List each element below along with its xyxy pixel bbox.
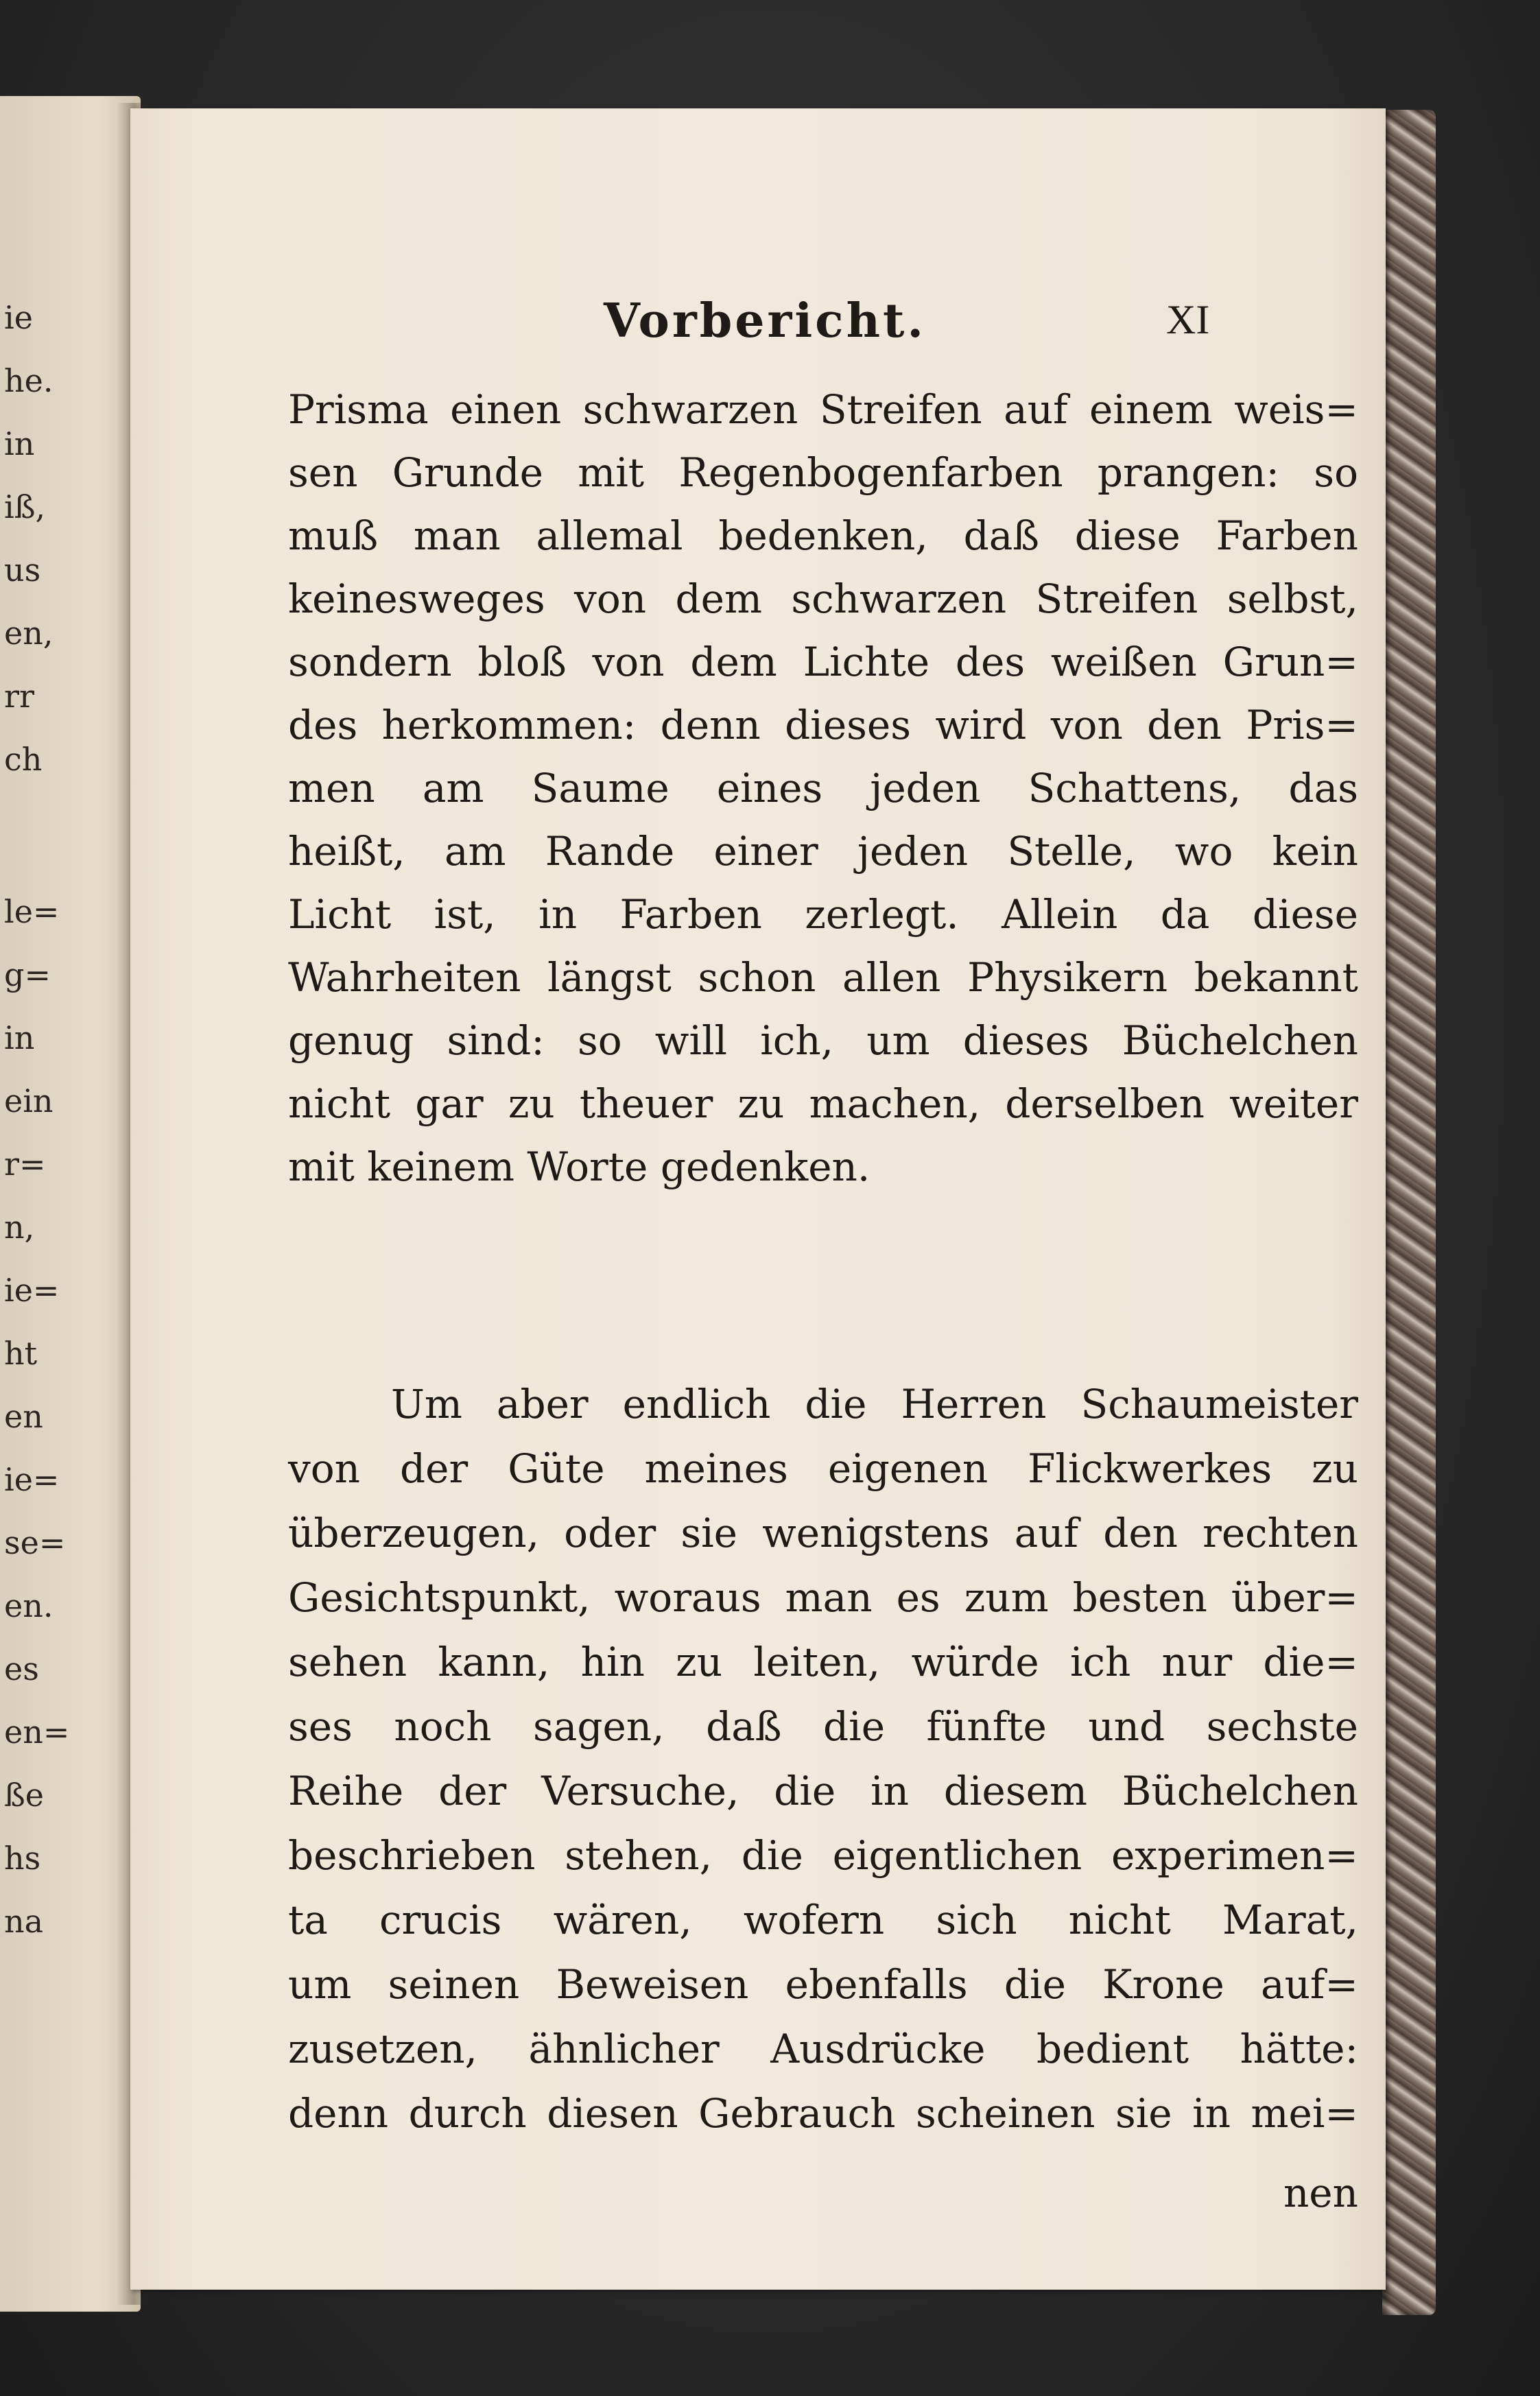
- left-page-fragment: en: [4, 1398, 43, 1435]
- left-page-fragment: us: [4, 551, 41, 589]
- left-page-fragment: es: [4, 1650, 39, 1687]
- text-line: ta crucis wären, wofern sich nicht Marat,: [288, 1897, 1358, 1943]
- text-line: Um aber endlich die Herren Schaumeister: [391, 1381, 1358, 1427]
- left-page-fragment: en,: [4, 615, 54, 652]
- catchword: nen: [1283, 2170, 1358, 2216]
- left-page-fragment: ch: [4, 741, 43, 778]
- text-line: sondern bloß von dem Lichte des weißen Grun=: [288, 639, 1358, 685]
- page-number: XI: [1166, 297, 1210, 342]
- left-page-fragment: ie=: [4, 1461, 60, 1498]
- left-page-fragment: n,: [4, 1209, 35, 1246]
- text-line: zusetzen, ähnlicher Ausdrücke bedient hätte:: [288, 2026, 1358, 2072]
- marbled-page-edge: [1382, 110, 1436, 2315]
- text-line: um seinen Beweisen ebenfalls die Krone auf=: [288, 1961, 1358, 2008]
- left-page-fragment: na: [4, 1903, 44, 1940]
- left-page-fragment: ht: [4, 1335, 38, 1372]
- text-line: sehen kann, hin zu leiten, würde ich nur die=: [288, 1639, 1358, 1685]
- text-line: Reihe der Versuche, die in diesem Büchelchen: [288, 1768, 1358, 1814]
- left-page-fragment: he.: [4, 362, 54, 399]
- text-line: genug sind: so will ich, um dieses Büchelchen: [288, 1017, 1358, 1064]
- text-line: keinesweges von dem schwarzen Streifen selbst,: [288, 576, 1358, 622]
- text-line: Licht ist, in Farben zerlegt. Allein da diese: [288, 891, 1358, 938]
- text-line: nicht gar zu theuer zu machen, derselben weiter: [288, 1080, 1358, 1127]
- left-page-fragment: ein: [4, 1082, 54, 1119]
- text-line: Gesichtspunkt, woraus man es zum besten über=: [288, 1574, 1358, 1621]
- text-line: beschrieben stehen, die eigentlichen experimen=: [288, 1832, 1358, 1879]
- left-page-fragment: ie=: [4, 1272, 60, 1309]
- left-page-fragment: r=: [4, 1146, 46, 1183]
- left-page-fragment: in: [4, 1019, 35, 1056]
- left-page-fragment: in: [4, 425, 35, 462]
- left-page-fragment: ße: [4, 1777, 44, 1814]
- left-page-fragment: en=: [4, 1713, 70, 1751]
- text-line: denn durch diesen Gebrauch scheinen sie in mei=: [288, 2090, 1358, 2137]
- running-head: Vorbericht.: [604, 294, 927, 348]
- left-page-fragment: hs: [4, 1840, 41, 1877]
- text-line: überzeugen, oder sie wenigstens auf den rechten: [288, 1510, 1358, 1556]
- left-page-fragment: en.: [4, 1587, 54, 1624]
- text-line: Wahrheiten längst schon allen Physikern bekannt: [288, 954, 1358, 1001]
- text-line: heißt, am Rande einer jeden Stelle, wo kein: [288, 828, 1358, 875]
- text-line: men am Saume eines jeden Schattens, das: [288, 765, 1358, 811]
- left-page-fragment: le=: [4, 893, 60, 930]
- left-page-fragment: se=: [4, 1524, 66, 1561]
- text-line: ses noch sagen, daß die fünfte und sechste: [288, 1703, 1358, 1750]
- text-line: von der Güte meines eigenen Flickwerkes zu: [288, 1445, 1358, 1492]
- text-line: des herkommen: denn dieses wird von den Pris=: [288, 702, 1358, 748]
- book-page: [130, 108, 1386, 2290]
- left-page-fragment: g=: [4, 956, 51, 993]
- text-line: sen Grunde mit Regenbogenfarben prangen: so: [288, 449, 1358, 496]
- page-header: [130, 294, 1386, 355]
- text-line: muß man allemal bedenken, daß diese Farben: [288, 512, 1358, 559]
- left-page-fragment: iß,: [4, 488, 46, 525]
- left-page-fragment: ie: [4, 299, 33, 336]
- text-line: Prisma einen schwarzen Streifen auf einem weis=: [288, 386, 1358, 433]
- text-line: mit keinem Worte gedenken.: [288, 1143, 870, 1190]
- left-page-fragment: rr: [4, 678, 34, 715]
